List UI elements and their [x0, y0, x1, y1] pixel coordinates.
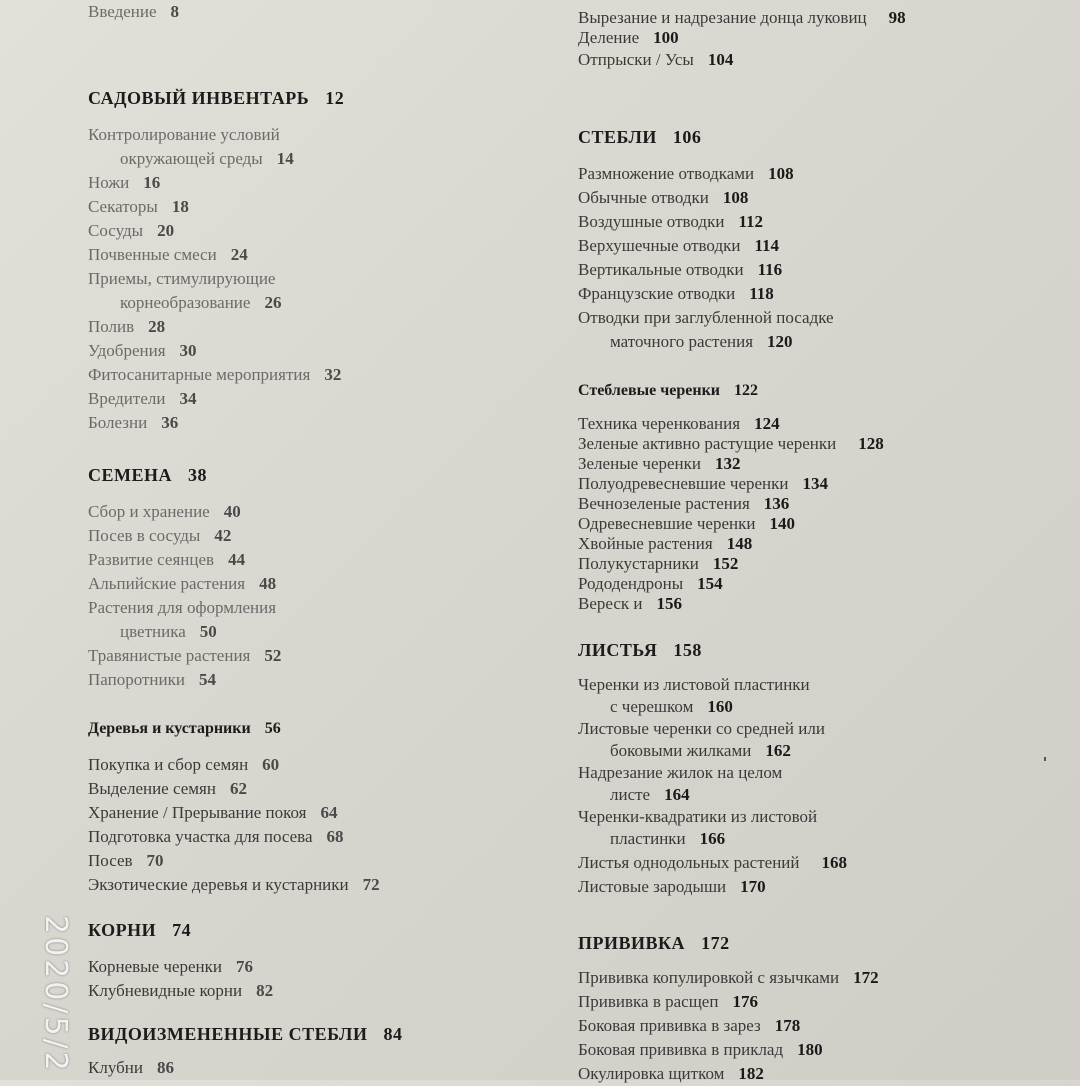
toc-entry: Подготовка участка для посева 68 [88, 827, 344, 846]
toc-entry: Травянистые растения 52 [88, 646, 282, 665]
section-list-bulbs [578, 8, 906, 72]
toc-entry: Вечнозеленые растения 136 [578, 494, 790, 513]
toc-entry: Приемы, стимулирующие [88, 269, 276, 288]
toc-entry: Листовые зародыши 170 [578, 877, 766, 896]
section-heading-stem-cuttings: Стеблевые черенки 122 [578, 382, 758, 399]
toc-entry: Листья однодольных растений 168 [578, 853, 847, 872]
toc-entry: Техника черенкования 124 [578, 414, 780, 433]
section-list-modified-stems [88, 1056, 174, 1080]
toc-entry: Французские отводки 118 [578, 284, 774, 303]
section-heading-modified-stems: ВИДОИЗМЕНЕННЫЕ СТЕБЛИ 84 [88, 1024, 403, 1044]
section-list-stem-cuttings [578, 414, 884, 614]
section-list-roots [88, 955, 273, 1003]
section-list-stems [578, 162, 834, 354]
toc-entry: окружающей среды 14 [120, 149, 294, 168]
toc-entry: Контролирование условий [88, 125, 280, 144]
section-heading-stems: СТЕБЛИ 106 [578, 127, 702, 147]
toc-entry: цветника 50 [120, 622, 217, 641]
toc-entry: Надрезание жилок на целом [578, 763, 783, 782]
section-heading-seeds: СЕМЕНА 38 [88, 465, 207, 485]
toc-entry: Окулировка щитком 182 [578, 1064, 764, 1083]
section-heading-garden-tools: САДОВЫЙ ИНВЕНТАРЬ 12 [88, 88, 345, 108]
toc-entry: Клубневидные корни 82 [88, 981, 274, 1000]
toc-entry: Клубни 86 [88, 1058, 174, 1077]
toc-entry: Вертикальные отводки 116 [578, 260, 783, 279]
toc-entry-intro: Введение 8 [88, 2, 180, 21]
toc-entry: Удобрения 30 [88, 341, 197, 360]
toc-entry: Папоротники 54 [88, 670, 216, 689]
toc-entry: Секаторы 18 [88, 197, 189, 216]
toc-entry: Сосуды 20 [88, 221, 175, 240]
toc-entry: Вырезание и надрезание донца луковиц 98 [578, 8, 906, 27]
section-heading-roots: КОРНИ 74 [88, 920, 192, 940]
toc-entry: Боковая прививка в приклад 180 [578, 1040, 823, 1059]
toc-entry: Зеленые черенки 132 [578, 454, 741, 473]
toc-entry: Вереск и 156 [578, 594, 683, 613]
toc-entry: Зеленые активно растущие черенки 128 [578, 434, 884, 453]
toc-entry: Черенки из листовой пластинки [578, 675, 810, 694]
section-list-garden-tools [88, 123, 341, 435]
date-watermark: 2020/5/2 [38, 915, 73, 1074]
toc-entry: Полукустарники 152 [578, 554, 739, 573]
section-list-grafting [578, 966, 879, 1086]
toc-entry: Прививка копулировкой с язычками 172 [578, 968, 879, 987]
toc-entry: Вредители 34 [88, 389, 197, 408]
section-list-trees-shrubs [88, 753, 380, 897]
toc-entry: Экзотические деревья и кустарники 72 [88, 875, 380, 894]
toc-entry: Рододендроны 154 [578, 574, 723, 593]
toc-entry: Корневые черенки 76 [88, 957, 253, 976]
section-heading-trees-shrubs: Деревья и кустарники 56 [88, 720, 281, 737]
toc-entry: листе 164 [610, 785, 690, 804]
toc-entry: Верхушечные отводки 114 [578, 236, 780, 255]
toc-entry: Полив 28 [88, 317, 166, 336]
toc-entry: Отпрыски / Усы 104 [578, 50, 734, 69]
toc-entry: Листовые черенки со средней или [578, 719, 825, 738]
toc-entry: Прививка в расщеп 176 [578, 992, 758, 1011]
toc-entry: Покупка и сбор семян 60 [88, 755, 280, 774]
toc-entry: Развитие сеянцев 44 [88, 550, 246, 569]
toc-entry: боковыми жилками 162 [610, 741, 791, 760]
toc-entry: Растения для оформления [88, 598, 277, 617]
toc-entry: с черешком 160 [610, 697, 733, 716]
toc-entry: маточного растения 120 [610, 332, 793, 351]
toc-entry: Болезни 36 [88, 413, 179, 432]
toc-entry: Фитосанитарные мероприятия 32 [88, 365, 342, 384]
toc-entry: Хранение / Прерывание покоя 64 [88, 803, 338, 822]
toc-entry: Одревесневшие черенки 140 [578, 514, 795, 533]
toc-entry: Альпийские растения 48 [88, 574, 277, 593]
toc-entry: Хвойные растения 148 [578, 534, 753, 553]
toc-entry: Ножи 16 [88, 173, 161, 192]
toc-entry: Почвенные смеси 24 [88, 245, 248, 264]
toc-entry: корнеобразование 26 [120, 293, 282, 312]
toc-entry: Боковая прививка в зарез 178 [578, 1016, 801, 1035]
toc-entry: Обычные отводки 108 [578, 188, 749, 207]
toc-entry: Воздушные отводки 112 [578, 212, 763, 231]
toc-entry: Выделение семян 62 [88, 779, 247, 798]
section-list-leaves [578, 675, 847, 899]
toc-entry: пластинки 166 [610, 829, 726, 848]
section-heading-grafting: ПРИВИВКА 172 [578, 933, 730, 953]
section-list-seeds [88, 500, 281, 692]
toc-entry: Посев в сосуды 42 [88, 526, 232, 545]
toc-entry: Отводки при заглубленной посадке [578, 308, 834, 327]
toc-entry: Полуодревесневшие черенки 134 [578, 474, 829, 493]
toc-entry: Размножение отводками 108 [578, 164, 794, 183]
toc-entry: Посев 70 [88, 851, 164, 870]
section-heading-leaves: ЛИСТЬЯ 158 [578, 640, 702, 660]
toc-entry: Черенки-квадратики из листовой [578, 807, 818, 826]
toc-entry: Сбор и хранение 40 [88, 502, 241, 521]
print-speck [1044, 757, 1046, 761]
toc-entry: Деление 100 [578, 28, 679, 47]
